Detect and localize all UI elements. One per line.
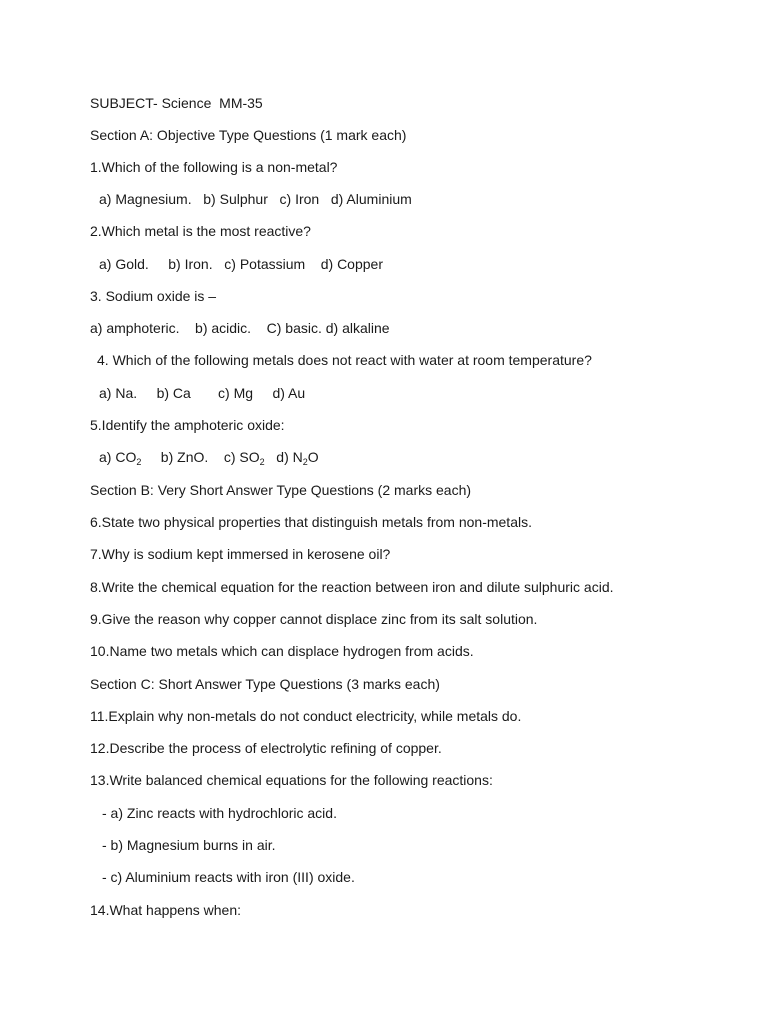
section-b-heading: Section B: Very Short Answer Type Questions (2 marks each) xyxy=(90,482,472,498)
option-c-subscript: 2 xyxy=(259,457,265,467)
question-5: 5.Identify the amphoteric oxide: xyxy=(90,417,285,433)
question-2: 2.Which metal is the most reactive? xyxy=(90,223,311,239)
option-a-text: a) CO xyxy=(99,449,137,465)
option-b-c-text: b) ZnO. c) SO xyxy=(141,449,260,465)
option-d-subscript: 2 xyxy=(302,457,308,467)
option-d-suffix: O xyxy=(307,449,319,465)
question-5-options xyxy=(99,448,319,466)
question-9: 9.Give the reason why copper cannot displace zinc from its salt solution. xyxy=(90,611,538,627)
question-2-options: a) Gold. b) Iron. c) Potassium d) Copper xyxy=(99,256,383,272)
section-c-heading: Section C: Short Answer Type Questions (3 marks each) xyxy=(90,676,440,692)
question-11: 11.Explain why non-metals do not conduct electricity, while metals do. xyxy=(90,708,522,724)
question-1-options: a) Magnesium. b) Sulphur c) Iron d) Aluminium xyxy=(99,191,412,207)
question-13-part-b: - b) Magnesium burns in air. xyxy=(102,837,276,853)
question-3: 3. Sodium oxide is – xyxy=(90,288,217,304)
question-3-options: a) amphoteric. b) acidic. C) basic. d) alkaline xyxy=(90,320,390,336)
section-a-heading: Section A: Objective Type Questions (1 mark each) xyxy=(90,127,407,143)
option-a-subscript: 2 xyxy=(136,457,142,467)
option-d-text: d) N xyxy=(264,449,303,465)
question-13-part-a: - a) Zinc reacts with hydrochloric acid. xyxy=(102,805,337,821)
question-1: 1.Which of the following is a non-metal? xyxy=(90,159,338,175)
subject-header: SUBJECT- Science MM-35 xyxy=(90,95,263,111)
question-7: 7.Why is sodium kept immersed in kerosene oil? xyxy=(90,546,391,562)
question-12: 12.Describe the process of electrolytic refining of copper. xyxy=(90,740,442,756)
question-13: 13.Write balanced chemical equations for the following reactions: xyxy=(90,772,493,788)
question-4-options: a) Na. b) Ca c) Mg d) Au xyxy=(99,385,306,401)
question-10: 10.Name two metals which can displace hydrogen from acids. xyxy=(90,643,474,659)
question-13-part-c: - c) Aluminium reacts with iron (III) oxide. xyxy=(102,869,355,885)
question-6: 6.State two physical properties that distinguish metals from non-metals. xyxy=(90,514,532,530)
question-8: 8.Write the chemical equation for the reaction between iron and dilute sulphuric acid. xyxy=(90,579,614,595)
question-14: 14.What happens when: xyxy=(90,902,241,918)
question-4: 4. Which of the following metals does not react with water at room temperature? xyxy=(97,352,592,368)
